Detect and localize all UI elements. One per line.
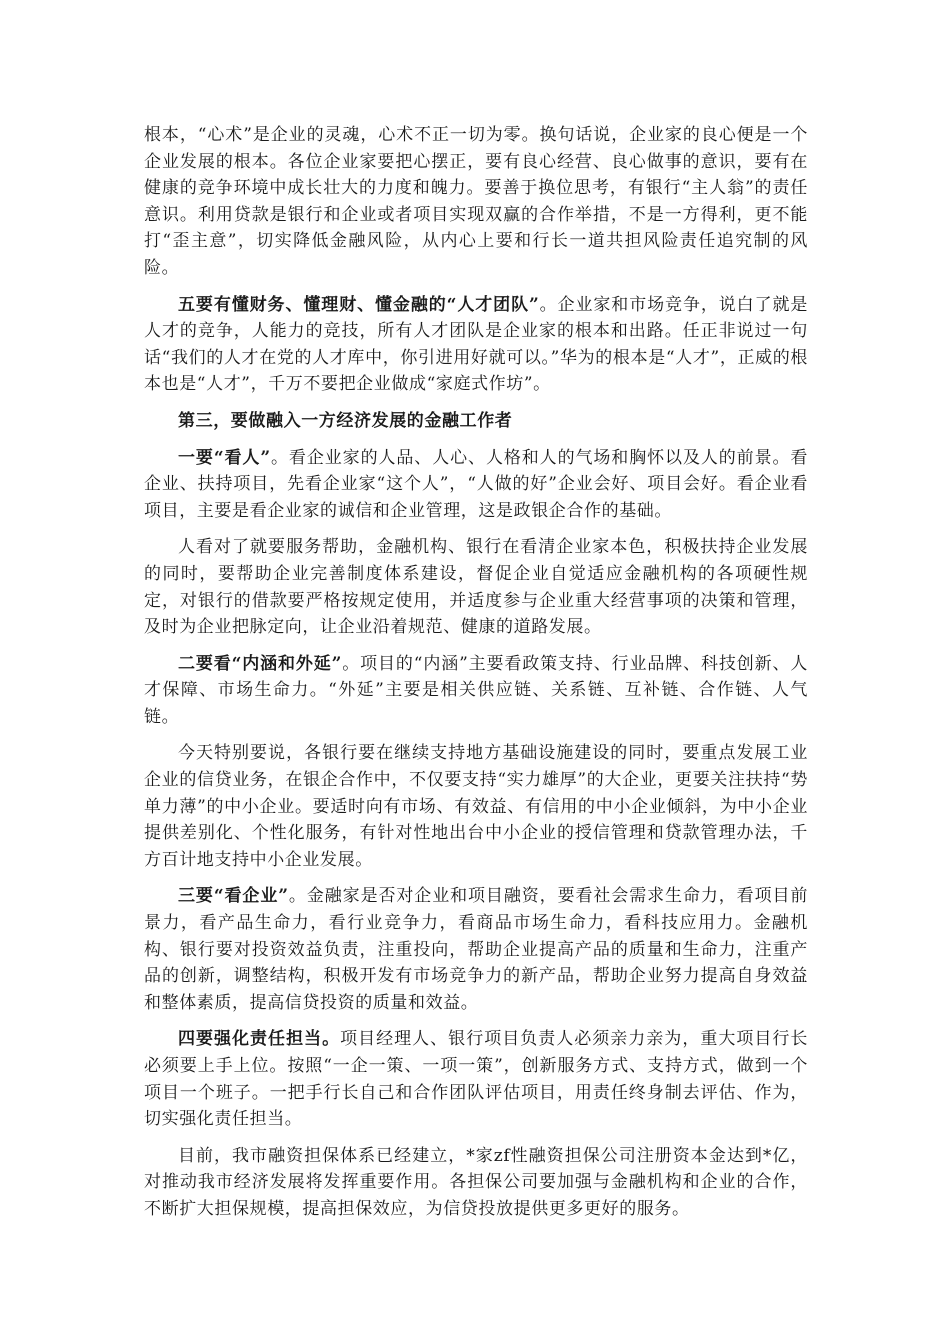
paragraph-3-lead: 一要“看人” bbox=[178, 447, 271, 468]
paragraph-1 bbox=[144, 122, 808, 282]
paragraph-7-lead: 三要“看企业” bbox=[178, 886, 289, 907]
paragraph-3-text: 。看企业家的人品、人心、人格和人的气场和胸怀以及人的前景。看企业、扶持项目，先看企业家“这个人”，“人做的好”企业会好、项目会好。看企业看项目，主要是看企业家的诚信和企业管理，这是政银企合作的基础。 bbox=[144, 447, 808, 521]
paragraph-3 bbox=[144, 445, 808, 525]
paragraph-4 bbox=[144, 534, 808, 640]
paragraph-7 bbox=[144, 883, 808, 1016]
paragraph-1-text: 根本，“心术”是企业的灵魂，心术不正一切为零。换句话说，企业家的良心便是一个企业发展的根本。各位企业家要把心摆正，要有良心经营、良心做事的意识，要有在健康的竞争环境中成长壮大的力度和魄力。要善于换位思考，有银行“主人翁”的责任意识。利用贷款是银行和企业或者项目实现双赢的合作举措，不是一方得利，更不能打“歪主意”，切实降低金融风险，从内心上要和行长一道共担风险责任追究制的风险。 bbox=[144, 125, 808, 278]
section-heading: 第三，要做融入一方经济发展的金融工作者 bbox=[178, 410, 513, 431]
paragraph-8-text: 项目经理人、银行项目负责人必须亲力亲为，重大项目行长必须要上手上位。按照“一企一策、一项一策”，创新服务方式、支持方式，做到一个项目一个班子。一把手行长自己和合作团队评估项目，用责任终身制去评估、作为，切实强化责任担当。 bbox=[144, 1029, 808, 1130]
paragraph-2-text: 。企业家和市场竞争，说白了就是人才的竞争，人能力的竞技，所有人才团队是企业家的根本和出路。任正非说过一句话“我们的人才在党的人才库中，你引进用好就可以。”华为的根本是“人才”，正威的根本也是“人才”，千万不要把企业做成“家庭式作坊”。 bbox=[144, 294, 809, 395]
paragraph-5-text: 。项目的“内涵”主要看政策支持、行业品牌、科技创新、人才保障、市场生命力。“外延”主要是相关供应链、关系链、互补链、合作链、人气链。 bbox=[144, 653, 808, 727]
paragraph-5-lead: 二要看“内涵和外延” bbox=[178, 653, 343, 674]
paragraph-2 bbox=[144, 292, 808, 398]
paragraph-8-lead: 四要强化责任担当。 bbox=[178, 1029, 341, 1050]
paragraph-4-text: 人看对了就要服务帮助，金融机构、银行在看清企业家本色，积极扶持企业发展的同时，要帮助企业完善制度体系建设，督促企业自觉适应金融机构的各项硬性规定，对银行的借款要严格按规定使用，并适度参与企业重大经营事项的决策和管理，及时为企业把脉定向，让企业沿着规范、健康的道路发展。 bbox=[144, 537, 808, 638]
paragraph-6 bbox=[144, 740, 808, 873]
paragraph-2-lead: 五要有懂财务、懂理财、懂金融的“人才团队” bbox=[178, 294, 540, 315]
paragraph-9 bbox=[144, 1143, 808, 1223]
paragraph-7-text: 。金融家是否对企业和项目融资，要看社会需求生命力，看项目前景力，看产品生命力，看行业竞争力，看商品市场生命力，看科技应用力。金融机构、银行要对投资效益负责，注重投向，帮助企业提高产品的质量和生命力，注重产品的创新，调整结构，积极开发有市场竞争力的新产品，帮助企业努力提高自身效益和整体素质，提高信贷投资的质量和效益。 bbox=[144, 886, 808, 1013]
paragraph-9-text: 目前，我市融资担保体系已经建立，*家zf性融资担保公司注册资本金达到*亿，对推动我市经济发展将发挥重要作用。各担保公司要加强与金融机构和企业的合作，不断扩大担保规模，提高担保效应，为信贷投放提供更多更好的服务。 bbox=[144, 1145, 808, 1219]
paragraph-6-text: 今天特别要说，各银行要在继续支持地方基础设施建设的同时，要重点发展工业企业的信贷业务，在银企合作中，不仅要支持“实力雄厚”的大企业，更要关注扶持“势单力薄”的中小企业。要适时向有市场、有效益、有信用的中小企业倾斜，为中小企业提供差别化、个性化服务，有针对性地出台中小企业的授信管理和贷款管理办法，千方百计地支持中小企业发展。 bbox=[144, 743, 808, 870]
paragraph-8 bbox=[144, 1026, 808, 1132]
paragraph-5 bbox=[144, 651, 808, 731]
document-body bbox=[144, 122, 808, 1233]
